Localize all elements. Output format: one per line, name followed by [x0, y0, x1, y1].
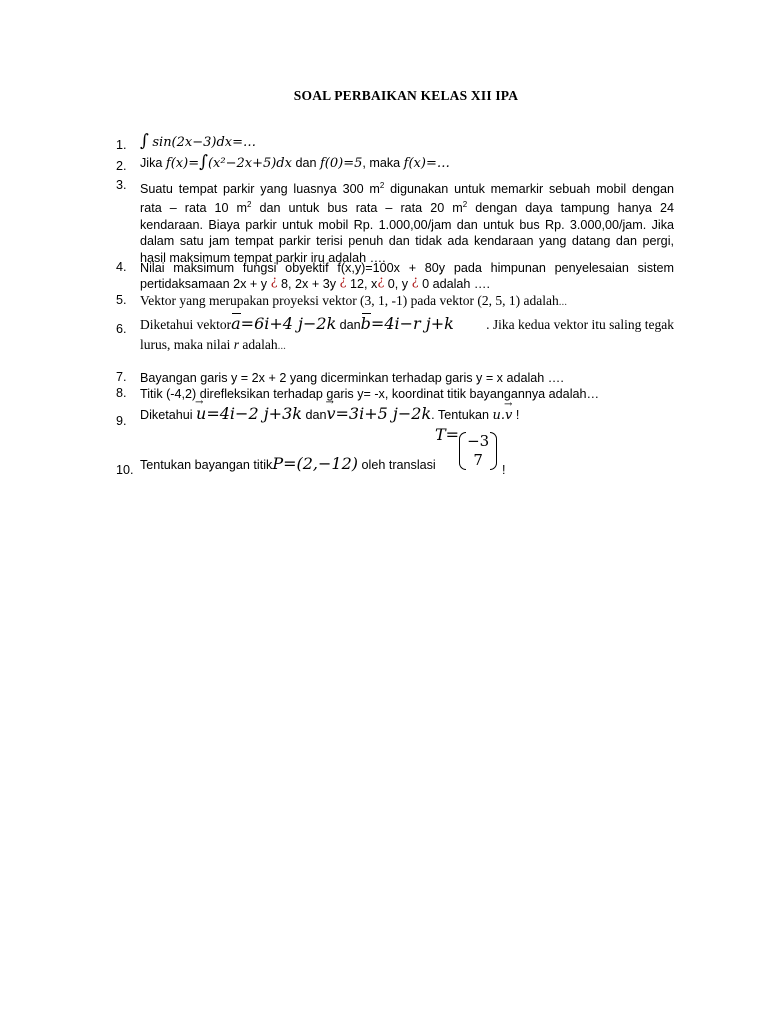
text-run: lurus, maka nilai [140, 337, 234, 352]
text-run: , maka [362, 156, 404, 170]
math-expression: f(x)= [165, 156, 200, 171]
superscript: 2 [462, 200, 468, 210]
text-run: oleh translasi [361, 458, 436, 472]
question-text [140, 133, 674, 151]
ellipsis: ... [558, 296, 567, 308]
missing-symbol-glyph: ¿ [339, 274, 347, 290]
math-expression: (x²−2x+5)dx [207, 156, 292, 171]
superscript: 2 [379, 181, 385, 190]
text-run: 8, 2x + 3y [277, 277, 340, 292]
translation-label: T= [435, 425, 460, 445]
question-text: Titik (-4,2) direfleksikan terhadap garis y= -x, koordinat titik bayangannya adalah… [140, 387, 600, 401]
question-number: 4. [116, 260, 127, 274]
integral-expression: sin(2x−3)dx=… [152, 135, 257, 150]
text-run: ! [512, 408, 520, 422]
math-expression: f(x)=… [403, 156, 450, 171]
dot-product-v: v → [505, 408, 512, 424]
text-line: kendaraan. Biaya parkir untuk mobil Rp. 1.000,00/jam dan untuk bus Rp. 3.000,00/jam. Jika [140, 217, 674, 232]
text-run: 0, y [384, 277, 412, 292]
question-text [140, 406, 674, 424]
question-number: 9. [116, 414, 127, 428]
text-line: dalam satu jam tempat parkir terisi penuh dan tidak ada kendaraan yang datang dan pergi, [140, 234, 674, 249]
question-text [140, 314, 674, 356]
text-run: Diketahui vektor [140, 317, 232, 332]
text-line: hasil maksimum tempat parkir iru adalah …. [140, 250, 386, 265]
column-matrix [459, 432, 497, 470]
text-run: 12, x [346, 277, 378, 292]
vector-a-expression: =6i+4 j−2k [240, 314, 337, 333]
end-mark: ! [502, 463, 506, 477]
text-run: . Tentukan [431, 408, 493, 422]
vector-b-expression: =4i−r j+k [370, 314, 454, 333]
question-text [140, 293, 674, 310]
text-run: dengan daya tampung hanya 24 [467, 201, 674, 216]
text-run: Jika [140, 156, 166, 170]
question-number: 8. [116, 386, 127, 400]
matrix-entry-2: 7 [473, 451, 483, 469]
text-run: Suatu tempat parkir yang luasnya 300 m [140, 182, 380, 197]
question-number: 7. [116, 370, 127, 384]
text-run: dan [339, 318, 361, 332]
integral-symbol: ∫ [199, 152, 208, 172]
text-run: adalah [239, 337, 278, 352]
variable-r: r [233, 337, 239, 352]
vector-v-expression: =3i+5 j−2k [335, 404, 432, 423]
point-p-expression: P=(2,−12) [272, 454, 359, 473]
text-run: dan [305, 408, 327, 422]
question-text [140, 178, 674, 266]
text-run: dan untuk bus rata – rata 20 m [251, 201, 463, 216]
vector-b-symbol: b [360, 314, 371, 333]
math-expression: f(0)=5 [319, 156, 363, 171]
vector-a-symbol: a [231, 314, 241, 333]
translation-vector [435, 425, 497, 470]
question-number: 10. [116, 463, 134, 477]
missing-symbol-glyph: ¿ [377, 274, 385, 290]
integral-symbol: ∫ [140, 131, 149, 151]
question-number: 1. [116, 138, 127, 152]
missing-symbol-glyph: ¿ [270, 274, 278, 290]
question-text [140, 456, 640, 473]
question-number: 3. [116, 178, 127, 192]
matrix-entry-1: −3 [467, 432, 490, 450]
vector-u-symbol: u → [196, 406, 206, 422]
vector-u-expression: =4i−2 j+3k [206, 404, 302, 423]
text-run: rata – rata 10 m [140, 201, 248, 216]
dot-product-u: u. [492, 408, 506, 423]
text-run: pertidaksamaan 2x + y [140, 277, 271, 292]
question-text [140, 260, 674, 294]
text-run: Diketahui [140, 408, 197, 422]
question-text [140, 154, 674, 172]
vector-v-symbol: v → [326, 406, 335, 422]
missing-symbol-glyph: ¿ [411, 274, 419, 290]
text-run: Vektor yang merupakan proyeksi vektor (3, 1, -1) pada vektor (2, 5, 1) adalah [140, 293, 559, 308]
question-number: 5. [116, 293, 127, 307]
page-title: SOAL PERBAIKAN KELAS XII IPA [293, 88, 519, 103]
ellipsis: ... [277, 340, 286, 352]
question-text: Bayangan garis y = 2x + 2 yang dicerminkan terhadap garis y = x adalah …. [140, 371, 564, 385]
text-line: Nilai maksimum fungsi obyektif f(x,y)=100x + 80y pada himpunan penyelesaian sistem [140, 261, 674, 275]
text-run: . Jika kedua vektor itu saling tegak [486, 317, 674, 332]
text-run: dan [291, 156, 320, 170]
text-run: Tentukan bayangan titik [140, 458, 273, 472]
question-number: 2. [116, 159, 127, 173]
question-number: 6. [116, 322, 127, 336]
text-run: digunakan untuk memarkir sebuah mobil dengan [384, 182, 674, 197]
superscript: 2 [247, 200, 252, 210]
text-run: 0 adalah …. [418, 277, 490, 292]
